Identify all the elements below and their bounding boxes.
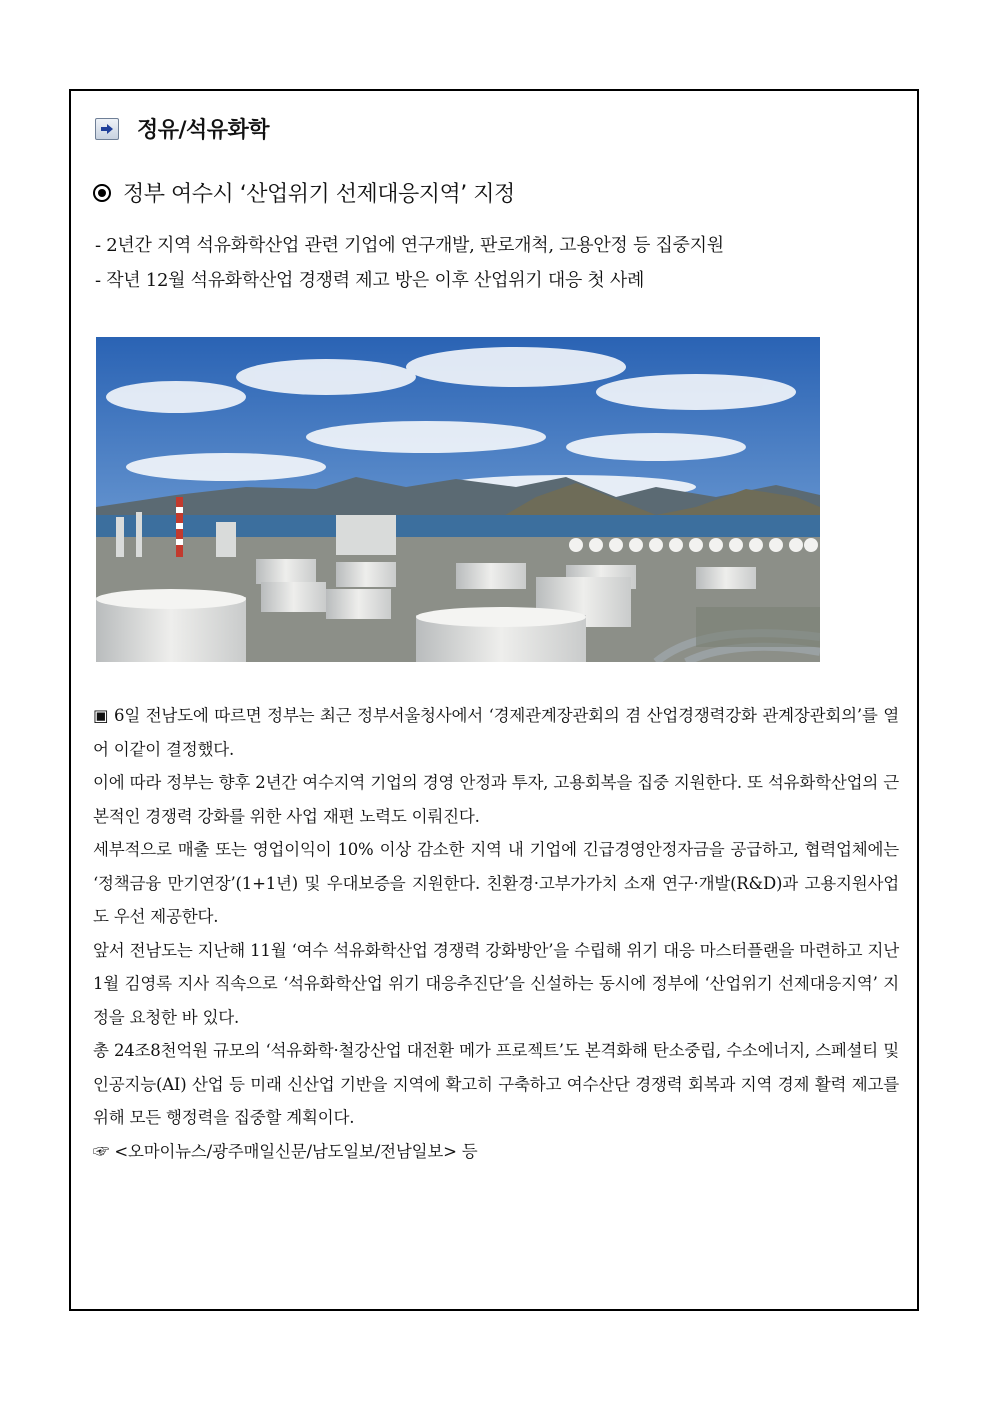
paragraph-2: 이에 따라 정부는 향후 2년간 여수지역 기업의 경영 안정과 투자, 고용회복을 집중 지원한다. 또 석유화학산업의 근본적인 경쟁력 강화를 위한 사업 재편 노력도 이뤄진다. xyxy=(93,773,899,826)
arrow-right-icon xyxy=(95,118,119,140)
section-title: 정유/석유화학 xyxy=(137,118,270,143)
section-header xyxy=(95,113,269,144)
paragraph-1: ▣ 6일 전남도에 따르면 정부는 최근 정부서울청사에서 ‘경제관계장관회의 겸 산업경쟁력강화 관계장관회의’를 열어 이같이 결정했다. xyxy=(93,706,899,759)
article-body xyxy=(93,699,899,1168)
document-frame xyxy=(69,89,919,1311)
paragraph-5: 총 24조8천억원 규모의 ‘석유화학·철강산업 대전환 메가 프로젝트’도 본격화해 탄소중립, 수소에너지, 스페셜티 및 인공지능(AI) 산업 등 미래 신산업 기반을 지역에 확고히 구축하고 여수산단 경쟁력 회복과 지역 경제 활력 제고를 위해 모든 행정력을 집중할 계획이다. xyxy=(93,1041,899,1127)
bullet-circle-icon xyxy=(93,184,111,202)
summary-line-2: - 작년 12월 석유화학산업 경쟁력 제고 방은 이후 산업위기 대응 첫 사례 xyxy=(95,270,645,291)
article-headline xyxy=(93,177,515,208)
headline-text: 정부 여수시 ‘산업위기 선제대응지역’ 지정 xyxy=(123,182,515,207)
industrial-complex-photo xyxy=(96,337,820,662)
summary-line-1: - 2년간 지역 석유화학산업 관련 기업에 연구개발, 판로개척, 고용안정 등 집중지원 xyxy=(95,235,724,256)
source-note: ☞ <오마이뉴스/광주매일신문/남도일보/전남일보> 등 xyxy=(93,1141,478,1161)
paragraph-4: 앞서 전남도는 지난해 11월 ‘여수 석유화학산업 경쟁력 강화방안’을 수립해 위기 대응 마스터플랜을 마련하고 지난 1월 김영록 지사 직속으로 ‘석유화학산업 위기 대응추진단’을 신설하는 동시에 정부에 ‘산업위기 선제대응지역’ 지정을 요청한 바 있다. xyxy=(93,940,899,1027)
paragraph-3: 세부적으로 매출 또는 영업이익이 10% 이상 감소한 지역 내 기업에 긴급경영안정자금을 공급하고, 협력업체에는 ‘정책금융 만기연장’(1+1년) 및 우대보증을 지원한다. 친환경·고부가가치 소재 연구·개발(R&D)과 고용지원사업도 우선 제공한다. xyxy=(93,840,899,926)
